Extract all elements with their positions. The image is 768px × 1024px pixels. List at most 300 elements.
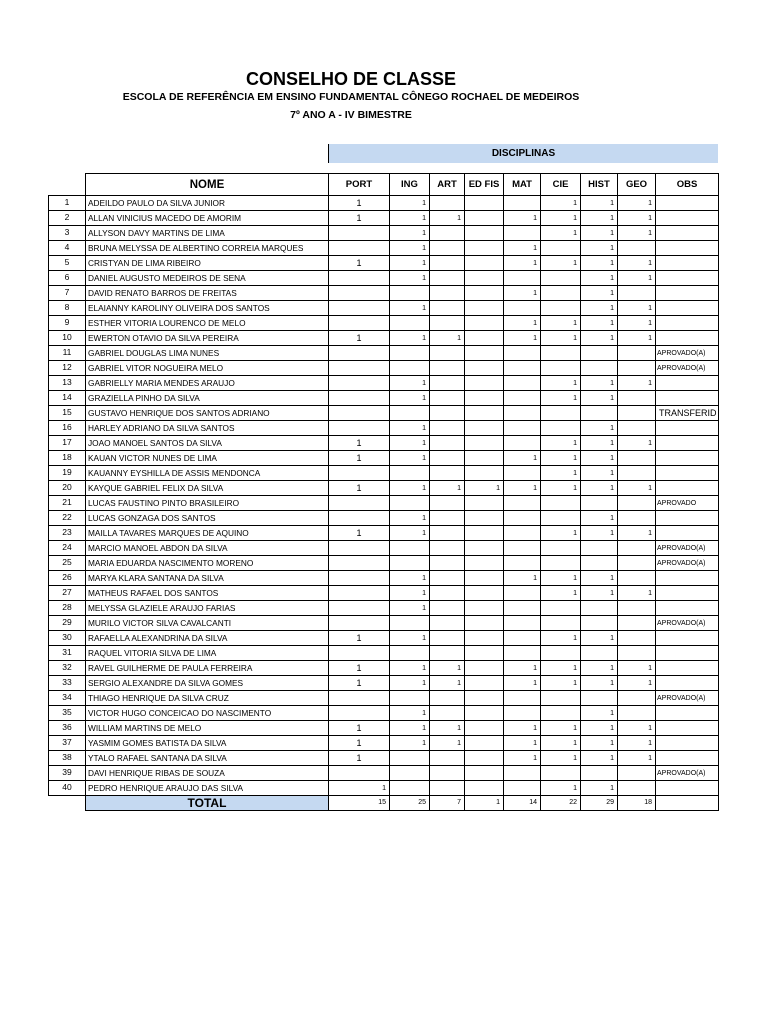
student-name-cell: MELYSSA GLAZIELE ARAUJO FARIAS (86, 601, 329, 616)
hist-cell: 1 (581, 226, 618, 241)
cie-cell (541, 496, 581, 511)
geo-cell (618, 646, 656, 661)
student-name-cell: MARYA KLARA SANTANA DA SILVA (86, 571, 329, 586)
row-number-cell: 15 (49, 406, 86, 421)
port-cell: 1 (329, 481, 390, 496)
table-row (49, 316, 719, 331)
mat-cell: 1 (504, 256, 541, 271)
edfis-cell (465, 466, 504, 481)
total-art: 7 (430, 796, 465, 811)
table-row (49, 301, 719, 316)
hist-cell (581, 646, 618, 661)
student-name-cell: SERGIO ALEXANDRE DA SILVA GOMES (86, 676, 329, 691)
column-header-port: PORT (329, 174, 390, 196)
row-number-cell: 8 (49, 301, 86, 316)
row-number-cell: 9 (49, 316, 86, 331)
ing-cell: 1 (390, 241, 430, 256)
obs-cell (656, 376, 719, 391)
cie-cell: 1 (541, 586, 581, 601)
obs-cell (656, 736, 719, 751)
geo-cell (618, 421, 656, 436)
cie-cell: 1 (541, 331, 581, 346)
ing-cell (390, 346, 430, 361)
edfis-cell (465, 526, 504, 541)
art-cell: 1 (430, 211, 465, 226)
student-name-cell: BRUNA MELYSSA DE ALBERTINO CORREIA MARQUES (86, 241, 329, 256)
obs-cell (656, 436, 719, 451)
table-row (49, 436, 719, 451)
geo-cell: 1 (618, 721, 656, 736)
obs-cell: APROVADO(A) (656, 541, 719, 556)
row-number-cell: 23 (49, 526, 86, 541)
hist-cell: 1 (581, 286, 618, 301)
edfis-cell (465, 541, 504, 556)
obs-cell (656, 271, 719, 286)
mat-cell: 1 (504, 676, 541, 691)
cie-cell: 1 (541, 391, 581, 406)
art-cell (430, 256, 465, 271)
ing-cell: 1 (390, 196, 430, 211)
mat-cell (504, 691, 541, 706)
obs-cell: APROVADO(A) (656, 616, 719, 631)
table-row (49, 541, 719, 556)
geo-cell (618, 451, 656, 466)
edfis-cell (465, 706, 504, 721)
row-number-cell: 11 (49, 346, 86, 361)
edfis-cell (465, 301, 504, 316)
mat-cell: 1 (504, 451, 541, 466)
row-number-cell: 7 (49, 286, 86, 301)
student-name-cell: CRISTYAN DE LIMA RIBEIRO (86, 256, 329, 271)
mat-cell (504, 766, 541, 781)
geo-cell: 1 (618, 586, 656, 601)
table-row (49, 391, 719, 406)
geo-cell (618, 241, 656, 256)
total-cie: 22 (541, 796, 581, 811)
edfis-cell (465, 511, 504, 526)
obs-cell (656, 481, 719, 496)
student-name-cell: DANIEL AUGUSTO MEDEIROS DE SENA (86, 271, 329, 286)
ing-cell (390, 766, 430, 781)
student-name-cell: ALLAN VINICIUS MACEDO DE AMORIM (86, 211, 329, 226)
ing-cell: 1 (390, 211, 430, 226)
ing-cell: 1 (390, 301, 430, 316)
port-cell (329, 601, 390, 616)
cie-cell: 1 (541, 256, 581, 271)
geo-cell (618, 391, 656, 406)
table-row (49, 451, 719, 466)
edfis-cell (465, 691, 504, 706)
edfis-cell (465, 286, 504, 301)
cie-cell (541, 286, 581, 301)
table-row (49, 406, 719, 421)
mat-cell (504, 406, 541, 421)
row-number-cell: 22 (49, 511, 86, 526)
port-cell: 1 (329, 736, 390, 751)
art-cell (430, 436, 465, 451)
hist-cell: 1 (581, 511, 618, 526)
geo-cell (618, 631, 656, 646)
obs-cell (656, 631, 719, 646)
hist-cell: 1 (581, 661, 618, 676)
edfis-cell (465, 616, 504, 631)
port-cell (329, 226, 390, 241)
student-name-cell: GUSTAVO HENRIQUE DOS SANTOS ADRIANO (86, 406, 329, 421)
port-cell (329, 706, 390, 721)
geo-cell: 1 (618, 196, 656, 211)
mat-cell: 1 (504, 481, 541, 496)
hist-cell (581, 346, 618, 361)
hist-cell: 1 (581, 751, 618, 766)
cie-cell: 1 (541, 226, 581, 241)
student-name-cell: KAUANNY EYSHILLA DE ASSIS MENDONCA (86, 466, 329, 481)
mat-cell: 1 (504, 571, 541, 586)
geo-cell: 1 (618, 376, 656, 391)
geo-cell (618, 781, 656, 796)
port-cell: 1 (329, 436, 390, 451)
hist-cell: 1 (581, 436, 618, 451)
geo-cell (618, 571, 656, 586)
edfis-cell (465, 556, 504, 571)
obs-cell: APROVADO(A) (656, 361, 719, 376)
art-cell (430, 781, 465, 796)
student-name-cell: LUCAS FAUSTINO PINTO BRASILEIRO (86, 496, 329, 511)
obs-cell (656, 676, 719, 691)
cie-cell (541, 511, 581, 526)
geo-cell: 1 (618, 226, 656, 241)
mat-cell: 1 (504, 751, 541, 766)
ing-cell: 1 (390, 331, 430, 346)
mat-cell: 1 (504, 316, 541, 331)
ing-cell (390, 646, 430, 661)
art-cell: 1 (430, 661, 465, 676)
port-cell: 1 (329, 661, 390, 676)
geo-cell (618, 541, 656, 556)
table-row (49, 781, 719, 796)
hist-cell: 1 (581, 391, 618, 406)
port-cell (329, 406, 390, 421)
mat-cell (504, 436, 541, 451)
ing-cell: 1 (390, 271, 430, 286)
student-name-cell: MAILLA TAVARES MARQUES DE AQUINO (86, 526, 329, 541)
art-cell (430, 376, 465, 391)
art-cell (430, 301, 465, 316)
ing-cell: 1 (390, 526, 430, 541)
student-name-cell: GABRIELLY MARIA MENDES ARAUJO (86, 376, 329, 391)
edfis-cell (465, 421, 504, 436)
cie-cell: 1 (541, 751, 581, 766)
ing-cell: 1 (390, 421, 430, 436)
mat-cell: 1 (504, 331, 541, 346)
cie-cell (541, 706, 581, 721)
obs-cell (656, 511, 719, 526)
row-number-cell: 4 (49, 241, 86, 256)
total-hist: 29 (581, 796, 618, 811)
port-cell: 1 (329, 631, 390, 646)
column-header-art: ART (430, 174, 465, 196)
mat-cell (504, 496, 541, 511)
hist-cell: 1 (581, 421, 618, 436)
ing-cell: 1 (390, 706, 430, 721)
hist-cell: 1 (581, 301, 618, 316)
table-row (49, 226, 719, 241)
art-cell (430, 316, 465, 331)
port-cell: 1 (329, 721, 390, 736)
art-cell (430, 556, 465, 571)
hist-cell: 1 (581, 586, 618, 601)
ing-cell (390, 406, 430, 421)
table-row (49, 271, 719, 286)
student-name-cell: KAYQUE GABRIEL FELIX DA SILVA (86, 481, 329, 496)
row-number-cell: 2 (49, 211, 86, 226)
port-cell (329, 241, 390, 256)
geo-cell: 1 (618, 271, 656, 286)
student-name-cell: JOAO MANOEL SANTOS DA SILVA (86, 436, 329, 451)
student-name-cell: GABRIEL DOUGLAS LIMA NUNES (86, 346, 329, 361)
geo-cell (618, 601, 656, 616)
hist-cell: 1 (581, 331, 618, 346)
port-cell (329, 541, 390, 556)
obs-cell (656, 781, 719, 796)
row-number-cell: 6 (49, 271, 86, 286)
hist-cell (581, 361, 618, 376)
port-cell (329, 391, 390, 406)
art-cell (430, 271, 465, 286)
table-row (49, 361, 719, 376)
obs-cell (656, 646, 719, 661)
edfis-cell (465, 361, 504, 376)
row-number-cell: 37 (49, 736, 86, 751)
class-subtitle: 7º ANO A - IV BIMESTRE (290, 109, 412, 121)
ing-cell (390, 316, 430, 331)
obs-cell (656, 721, 719, 736)
art-cell (430, 766, 465, 781)
art-cell (430, 361, 465, 376)
student-name-cell: ALLYSON DAVY MARTINS DE LIMA (86, 226, 329, 241)
row-number-cell: 13 (49, 376, 86, 391)
row-number-cell: 29 (49, 616, 86, 631)
port-cell (329, 586, 390, 601)
obs-cell: APROVADO(A) (656, 556, 719, 571)
obs-cell: APROVADO(A) (656, 346, 719, 361)
column-header-obs: OBS (656, 174, 719, 196)
hist-cell: 1 (581, 376, 618, 391)
total-edfis: 1 (465, 796, 504, 811)
ing-cell: 1 (390, 736, 430, 751)
port-cell (329, 766, 390, 781)
student-name-cell: MURILO VICTOR SILVA CAVALCANTI (86, 616, 329, 631)
row-number-cell: 19 (49, 466, 86, 481)
edfis-cell (465, 226, 504, 241)
table-row (49, 691, 719, 706)
hist-cell: 1 (581, 451, 618, 466)
school-name: ESCOLA DE REFERÊNCIA EM ENSINO FUNDAMENTAL CÔNEGO ROCHAEL DE MEDEIROS (122, 91, 580, 103)
table-body (49, 196, 719, 796)
port-cell: 1 (329, 331, 390, 346)
ing-cell: 1 (390, 601, 430, 616)
hist-cell: 1 (581, 256, 618, 271)
art-cell (430, 691, 465, 706)
obs-cell (656, 466, 719, 481)
ing-cell (390, 751, 430, 766)
row-number-cell: 36 (49, 721, 86, 736)
header-row (49, 174, 719, 196)
cie-cell (541, 346, 581, 361)
row-number-cell: 27 (49, 586, 86, 601)
port-cell: 1 (329, 526, 390, 541)
mat-cell (504, 511, 541, 526)
edfis-cell (465, 196, 504, 211)
geo-cell: 1 (618, 301, 656, 316)
obs-cell (656, 751, 719, 766)
class-council-table (48, 173, 719, 811)
cie-cell: 1 (541, 211, 581, 226)
table-row (49, 721, 719, 736)
cie-cell (541, 361, 581, 376)
obs-cell (656, 571, 719, 586)
obs-cell (656, 526, 719, 541)
art-cell (430, 571, 465, 586)
hist-cell: 1 (581, 466, 618, 481)
hist-cell (581, 766, 618, 781)
cie-cell: 1 (541, 451, 581, 466)
mat-cell (504, 601, 541, 616)
student-name-cell: DAVI HENRIQUE RIBAS DE SOUZA (86, 766, 329, 781)
geo-cell: 1 (618, 526, 656, 541)
column-header-mat: MAT (504, 174, 541, 196)
cie-cell: 1 (541, 316, 581, 331)
mat-cell: 1 (504, 241, 541, 256)
hist-cell (581, 406, 618, 421)
cie-cell (541, 691, 581, 706)
mat-cell (504, 781, 541, 796)
cie-cell: 1 (541, 481, 581, 496)
ing-cell: 1 (390, 226, 430, 241)
port-cell (329, 301, 390, 316)
row-number-cell: 24 (49, 541, 86, 556)
edfis-cell (465, 586, 504, 601)
art-cell (430, 586, 465, 601)
table-row (49, 376, 719, 391)
hist-cell: 1 (581, 271, 618, 286)
disciplines-group-header: DISCIPLINAS (328, 144, 718, 163)
student-name-cell: DAVID RENATO BARROS DE FREITAS (86, 286, 329, 301)
column-header-ing: ING (390, 174, 430, 196)
total-port: 15 (329, 796, 390, 811)
student-name-cell: THIAGO HENRIQUE DA SILVA CRUZ (86, 691, 329, 706)
row-number-cell: 20 (49, 481, 86, 496)
edfis-cell (465, 631, 504, 646)
student-name-cell: ESTHER VITORIA LOURENCO DE MELO (86, 316, 329, 331)
mat-cell (504, 226, 541, 241)
row-number-cell: 38 (49, 751, 86, 766)
mat-cell (504, 196, 541, 211)
geo-cell (618, 556, 656, 571)
column-header-hist: HIST (581, 174, 618, 196)
cie-cell: 1 (541, 376, 581, 391)
ing-cell: 1 (390, 661, 430, 676)
obs-cell (656, 241, 719, 256)
table-row (49, 421, 719, 436)
table-row (49, 481, 719, 496)
student-name-cell: ADEILDO PAULO DA SILVA JUNIOR (86, 196, 329, 211)
student-name-cell: YASMIM GOMES BATISTA DA SILVA (86, 736, 329, 751)
edfis-cell (465, 436, 504, 451)
obs-cell: TRANSFERID (656, 406, 719, 421)
edfis-cell (465, 271, 504, 286)
table-row (49, 241, 719, 256)
cie-cell: 1 (541, 736, 581, 751)
hist-cell (581, 616, 618, 631)
mat-cell (504, 586, 541, 601)
total-row (49, 796, 719, 811)
row-number-cell: 33 (49, 676, 86, 691)
table-row (49, 616, 719, 631)
edfis-cell (465, 721, 504, 736)
cie-cell (541, 421, 581, 436)
mat-cell (504, 631, 541, 646)
art-cell (430, 706, 465, 721)
edfis-cell (465, 571, 504, 586)
student-name-cell: ELAIANNY KAROLINY OLIVEIRA DOS SANTOS (86, 301, 329, 316)
student-name-cell: GRAZIELLA PINHO DA SILVA (86, 391, 329, 406)
geo-cell (618, 466, 656, 481)
edfis-cell (465, 451, 504, 466)
ing-cell: 1 (390, 436, 430, 451)
port-cell (329, 496, 390, 511)
student-name-cell: RAQUEL VITORIA SILVA DE LIMA (86, 646, 329, 661)
row-number-cell: 14 (49, 391, 86, 406)
cie-cell: 1 (541, 781, 581, 796)
ing-cell (390, 286, 430, 301)
page-title: CONSELHO DE CLASSE (245, 69, 457, 89)
port-cell (329, 286, 390, 301)
ing-cell (390, 781, 430, 796)
ing-cell: 1 (390, 631, 430, 646)
table-row (49, 526, 719, 541)
geo-cell: 1 (618, 676, 656, 691)
student-name-cell: GABRIEL VITOR NOGUEIRA MELO (86, 361, 329, 376)
art-cell (430, 616, 465, 631)
art-cell (430, 646, 465, 661)
edfis-cell (465, 676, 504, 691)
obs-cell (656, 391, 719, 406)
mat-cell (504, 421, 541, 436)
edfis-cell (465, 406, 504, 421)
edfis-cell (465, 331, 504, 346)
ing-cell (390, 691, 430, 706)
mat-cell: 1 (504, 286, 541, 301)
geo-cell (618, 361, 656, 376)
mat-cell (504, 271, 541, 286)
total-ing: 25 (390, 796, 430, 811)
table-row (49, 556, 719, 571)
column-header-geo: GEO (618, 174, 656, 196)
ing-cell (390, 361, 430, 376)
table-row (49, 331, 719, 346)
art-cell (430, 286, 465, 301)
row-number-cell: 3 (49, 226, 86, 241)
edfis-cell (465, 601, 504, 616)
geo-cell: 1 (618, 481, 656, 496)
row-number-cell: 18 (49, 451, 86, 466)
geo-cell (618, 616, 656, 631)
art-cell: 1 (430, 481, 465, 496)
art-cell: 1 (430, 331, 465, 346)
ing-cell: 1 (390, 676, 430, 691)
total-label: TOTAL (86, 796, 329, 811)
table-row (49, 496, 719, 511)
